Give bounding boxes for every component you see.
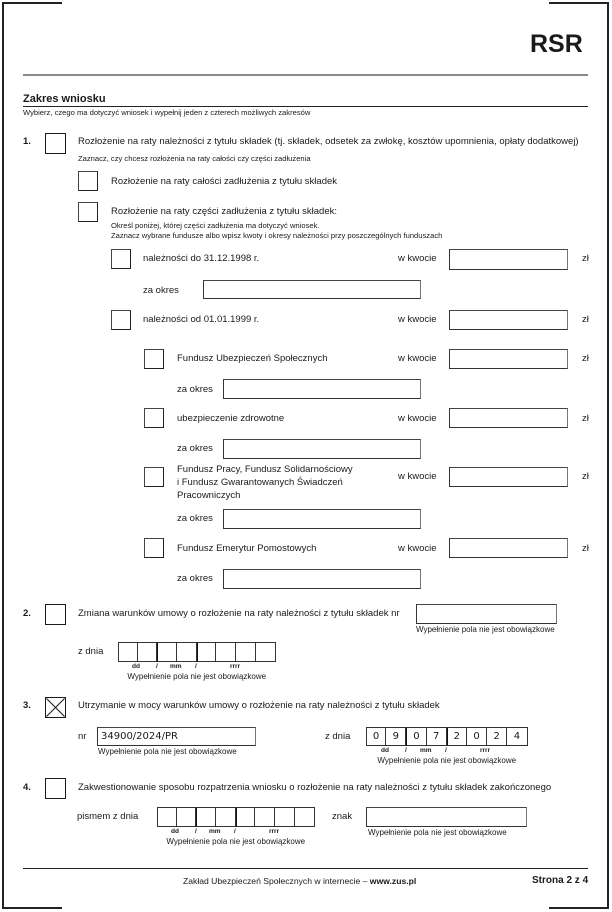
fund-bridging-pension-period-label: za okres bbox=[177, 573, 213, 584]
date-day-digit-1[interactable] bbox=[366, 727, 386, 746]
fund-labour-checkbox[interactable] bbox=[144, 467, 164, 487]
item-4-checkbox[interactable] bbox=[45, 778, 66, 799]
fund-labour-amount-label: w kwocie bbox=[398, 471, 437, 482]
date-year-digit-4[interactable] bbox=[256, 642, 276, 662]
date-year-digit-3[interactable] bbox=[275, 807, 295, 827]
fund-labour-currency: zł bbox=[582, 471, 589, 482]
item-2-agreement-number-note: Wypełnienie pola nie jest obowiązkowe bbox=[416, 625, 555, 634]
date-year-digit-1[interactable] bbox=[197, 642, 217, 662]
date-optional-note: Wypełnienie pola nie jest obowiązkowe bbox=[166, 837, 306, 846]
date-optional-note: Wypełnienie pola nie jest obowiązkowe bbox=[127, 672, 267, 681]
fund-fus-checkbox[interactable] bbox=[144, 349, 164, 369]
fund-fus-period-label: za okres bbox=[177, 384, 213, 395]
date-year-digit-2[interactable] bbox=[467, 727, 487, 746]
item-3-checkbox[interactable] bbox=[45, 697, 66, 718]
date-format-day: dd bbox=[381, 747, 389, 754]
fund-bridging-pension-amount-input[interactable] bbox=[449, 538, 568, 558]
date-format-day: dd bbox=[171, 828, 179, 835]
item-3-number-label: nr bbox=[78, 731, 87, 742]
fund-health-period-input[interactable] bbox=[223, 439, 421, 459]
date-year-digit-1[interactable] bbox=[447, 727, 467, 746]
date-format-year: rrrr bbox=[269, 828, 280, 835]
fund-labour-label-line-3: Pracowniczych bbox=[177, 490, 241, 501]
item-3-agreement-number-note: Wypełnienie pola nie jest obowiązkowe bbox=[98, 747, 237, 756]
frame-right-edge bbox=[607, 2, 609, 909]
date-format-year: rrrr bbox=[480, 747, 491, 754]
option-whole-debt-label: Rozłożenie na raty całości zadłużenia z tytułu składek bbox=[111, 176, 338, 187]
period-1999-amount-input[interactable] bbox=[449, 310, 568, 330]
item-1-number: 1. bbox=[23, 136, 31, 147]
period-1998-amount-input[interactable] bbox=[449, 249, 568, 270]
period-1998-label: należności do 31.12.1998 r. bbox=[143, 253, 260, 264]
period-1999-amount-label: w kwocie bbox=[398, 314, 437, 325]
fund-labour-period-label: za okres bbox=[177, 513, 213, 524]
date-year-digit-3[interactable] bbox=[487, 727, 507, 746]
fund-labour-period-input[interactable] bbox=[223, 509, 421, 529]
frame-bottom-right-corner bbox=[549, 907, 609, 909]
date-format-sep: / bbox=[195, 663, 197, 670]
fund-health-currency: zł bbox=[582, 413, 589, 424]
footer-rule bbox=[23, 868, 588, 869]
date-month-digit-2[interactable] bbox=[427, 727, 447, 746]
item-2-label: Zmiana warunków umowy o rozłożenie na raty należności z tytułu składek nr bbox=[78, 608, 400, 619]
fund-health-amount-label: w kwocie bbox=[398, 413, 437, 424]
date-format-day: dd bbox=[132, 663, 140, 670]
fund-health-amount-input[interactable] bbox=[449, 408, 568, 428]
fund-bridging-pension-currency: zł bbox=[582, 543, 589, 554]
item-2-agreement-number-input[interactable] bbox=[416, 604, 557, 624]
header-rule bbox=[23, 74, 588, 76]
item-3-number: 3. bbox=[23, 700, 31, 711]
period-1998-period-label: za okres bbox=[143, 285, 179, 296]
item-4-label: Zakwestionowanie sposobu rozpatrzenia wniosku o rozłożenie na raty należności z tytułu składek zakończonego bbox=[78, 782, 552, 793]
date-day-digit-2[interactable] bbox=[386, 727, 406, 746]
date-month-digit-1[interactable] bbox=[406, 727, 426, 746]
date-year-digit-4[interactable] bbox=[295, 807, 315, 827]
footer-caption: Zakład Ubezpieczeń Społecznych w internecie – bbox=[183, 876, 370, 886]
period-1998-currency: zł bbox=[582, 253, 589, 264]
date-month-digit-2[interactable] bbox=[216, 807, 236, 827]
item-3-label: Utrzymanie w mocy warunków umowy o rozłożenie na raty należności z tytułu składek bbox=[78, 700, 440, 711]
item-2-checkbox[interactable] bbox=[45, 604, 66, 625]
section-title-rule bbox=[23, 106, 588, 107]
date-year-digit-2[interactable] bbox=[216, 642, 236, 662]
fund-health-label: ubezpieczenie zdrowotne bbox=[177, 413, 285, 424]
fund-fus-amount-input[interactable] bbox=[449, 349, 568, 369]
date-year-digit-4[interactable] bbox=[507, 727, 527, 746]
date-month-digit-2[interactable] bbox=[177, 642, 197, 662]
fund-health-checkbox[interactable] bbox=[144, 408, 164, 428]
period-1999-currency: zł bbox=[582, 314, 589, 325]
fund-fus-period-input[interactable] bbox=[223, 379, 421, 399]
option-part-debt-label: Rozłożenie na raty części zadłużenia z tytułu składek: bbox=[111, 206, 338, 217]
option-part-debt-hint-1: Określ poniżej, której części zadłużenia ma dotyczyć wniosek. bbox=[111, 221, 320, 230]
date-format-hint bbox=[366, 746, 528, 756]
item-4-date-field bbox=[157, 807, 315, 847]
date-year-digit-3[interactable] bbox=[236, 642, 256, 662]
period-1998-period-input[interactable] bbox=[203, 280, 421, 299]
date-month-digit-1[interactable] bbox=[157, 642, 177, 662]
date-year-digit-1[interactable] bbox=[236, 807, 256, 827]
item-4-date-label: pismem z dnia bbox=[77, 811, 139, 822]
section-subtitle: Wybierz, czego ma dotyczyć wniosek i wypełnij jeden z czterech możliwych zakresów bbox=[23, 108, 311, 117]
period-1999-checkbox[interactable] bbox=[111, 310, 131, 330]
date-format-sep: / bbox=[156, 663, 158, 670]
frame-top-right-corner bbox=[549, 2, 609, 4]
page-number: Strona 2 z 4 bbox=[532, 875, 589, 886]
period-1998-amount-label: w kwocie bbox=[398, 253, 437, 264]
fund-bridging-pension-checkbox[interactable] bbox=[144, 538, 164, 558]
frame-top-left-corner bbox=[2, 2, 62, 4]
date-format-sep: / bbox=[405, 747, 407, 754]
item-4-reference-input[interactable] bbox=[366, 807, 527, 827]
date-day-digit-1[interactable] bbox=[118, 642, 138, 662]
item-2-date-field bbox=[118, 642, 276, 682]
item-3-date-label: z dnia bbox=[325, 731, 351, 742]
fund-fus-label: Fundusz Ubezpieczeń Społecznych bbox=[177, 353, 328, 364]
footer-text bbox=[183, 875, 416, 887]
date-format-hint bbox=[118, 662, 276, 672]
period-1998-checkbox[interactable] bbox=[111, 249, 131, 269]
date-optional-note: Wypełnienie pola nie jest obowiązkowe bbox=[377, 756, 517, 765]
form-code: RSR bbox=[530, 30, 583, 58]
fund-labour-label-line-2: i Fundusz Gwarantowanych Świadczeń bbox=[177, 477, 343, 488]
date-year-digit-2[interactable] bbox=[255, 807, 275, 827]
item-2-date-label: z dnia bbox=[78, 646, 104, 657]
date-format-month: mm bbox=[170, 663, 182, 670]
x-mark-icon bbox=[46, 698, 65, 717]
date-month-digit-1[interactable] bbox=[196, 807, 216, 827]
period-1999-label: należności od 01.01.1999 r. bbox=[143, 314, 260, 325]
date-day-digit-2[interactable] bbox=[177, 807, 197, 827]
item-1-hint: Zaznacz, czy chcesz rozłożenia na raty całości czy części zadłużenia bbox=[78, 154, 311, 163]
frame-left-edge bbox=[2, 2, 4, 909]
option-part-debt-checkbox[interactable] bbox=[78, 202, 98, 222]
footer-link[interactable]: www.zus.pl bbox=[369, 876, 417, 886]
date-format-year: rrrr bbox=[230, 663, 241, 670]
item-4-reference-note: Wypełnienie pola nie jest obowiązkowe bbox=[368, 828, 507, 837]
date-day-digit-2[interactable] bbox=[138, 642, 158, 662]
fund-bridging-pension-label: Fundusz Emerytur Pomostowych bbox=[177, 543, 317, 554]
date-format-sep: / bbox=[445, 747, 447, 754]
item-3-agreement-number-input[interactable] bbox=[97, 727, 256, 746]
date-format-sep: / bbox=[195, 828, 197, 835]
frame-bottom-left-corner bbox=[2, 907, 62, 909]
item-4-reference-label: znak bbox=[332, 811, 353, 822]
date-format-month: mm bbox=[209, 828, 221, 835]
fund-health-period-label: za okres bbox=[177, 443, 213, 454]
date-format-month: mm bbox=[420, 747, 432, 754]
item-1-checkbox[interactable] bbox=[45, 133, 66, 154]
item-1-label: Rozłożenie na raty należności z tytułu składek (tj. składek, odsetek za zwłokę, kosztów upomnienia, opłaty dodatkowej) bbox=[78, 136, 579, 147]
date-format-sep: / bbox=[234, 828, 236, 835]
date-day-digit-1[interactable] bbox=[157, 807, 177, 827]
option-part-debt-hint-2: Zaznacz wybrane fundusze albo wpisz kwoty i okresy należności przy poszczególnych funduszach bbox=[111, 231, 443, 240]
fund-fus-currency: zł bbox=[582, 353, 589, 364]
item-3-date-field bbox=[366, 727, 528, 766]
option-whole-debt-checkbox[interactable] bbox=[78, 171, 98, 191]
fund-bridging-pension-period-input[interactable] bbox=[223, 569, 421, 589]
section-title: Zakres wniosku bbox=[23, 93, 106, 105]
fund-bridging-pension-amount-label: w kwocie bbox=[398, 543, 437, 554]
fund-labour-label-line-1: Fundusz Pracy, Fundusz Solidarnościowy bbox=[177, 464, 353, 475]
item-2-number: 2. bbox=[23, 608, 31, 619]
fund-fus-amount-label: w kwocie bbox=[398, 353, 437, 364]
item-4-number: 4. bbox=[23, 782, 31, 793]
date-format-hint bbox=[157, 827, 315, 837]
fund-labour-amount-input[interactable] bbox=[449, 467, 568, 487]
